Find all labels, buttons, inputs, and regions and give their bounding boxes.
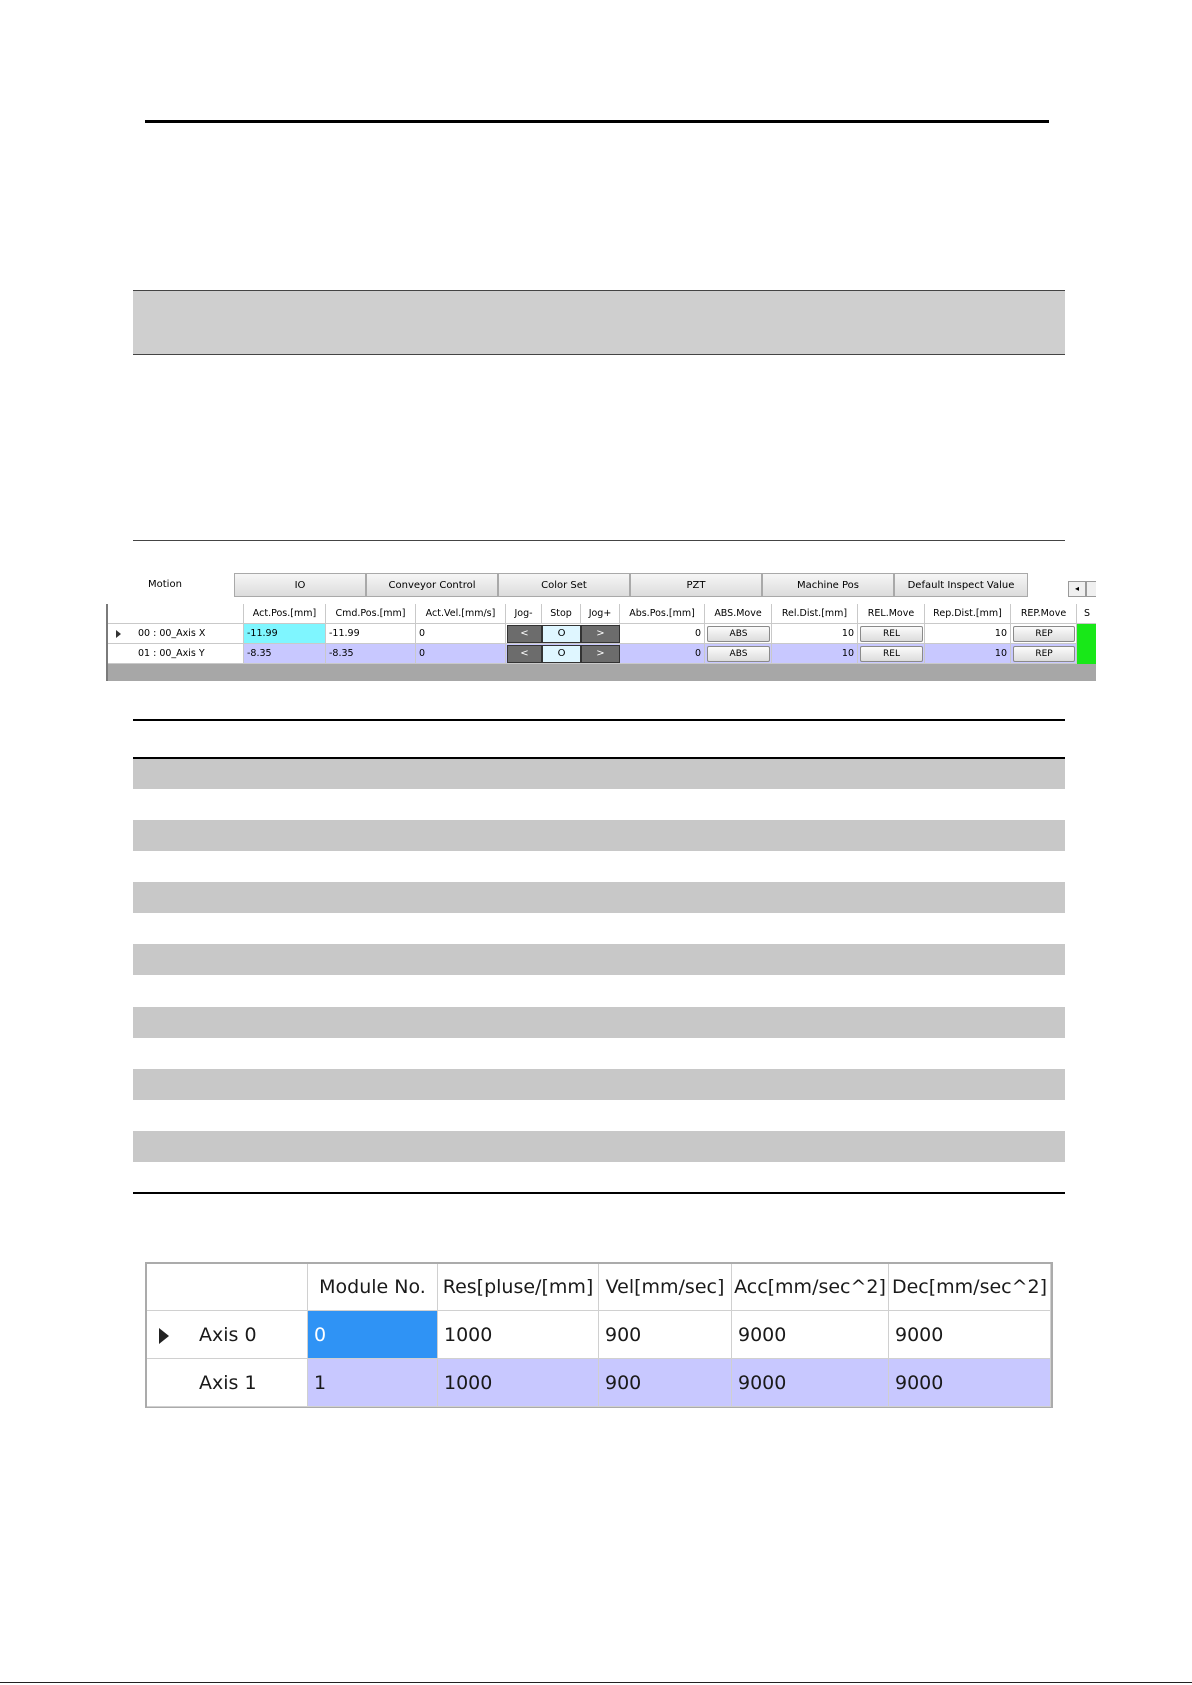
tab-motion[interactable]: Motion (106, 573, 234, 597)
tab-strip (106, 573, 1096, 598)
section-rule-1 (133, 540, 1065, 541)
col-rep-dist: Rep.Dist.[mm] (925, 604, 1011, 624)
axis-1-acc[interactable]: 9000 (732, 1359, 889, 1407)
col-act-pos: Act.Pos.[mm] (244, 604, 326, 624)
col-module-no: Module No. (308, 1264, 438, 1311)
axis-y-act-pos: -8.35 (244, 644, 326, 664)
axis-1-res[interactable]: 1000 (438, 1359, 599, 1407)
axis-settings-table (145, 1262, 1053, 1408)
axis-y-cmd-pos: -8.35 (326, 644, 416, 664)
axis-0-row-header[interactable]: Axis 0 (147, 1311, 308, 1359)
tab-default-inspect-value[interactable]: Default Inspect Value (894, 573, 1028, 597)
col-rel-move: REL.Move (858, 604, 925, 624)
axis-1-module-no[interactable]: 1 (308, 1359, 438, 1407)
axis-x-stop-button[interactable]: O (542, 625, 581, 643)
col-res: Res[pluse/[mm] (438, 1264, 599, 1311)
motion-panel (106, 568, 1096, 681)
table-band-6 (133, 1069, 1065, 1100)
col-act-vel: Act.Vel.[mm/s] (416, 604, 506, 624)
axis-0-vel[interactable]: 900 (599, 1311, 732, 1359)
axis-0-module-no[interactable]: 0 (308, 1311, 438, 1359)
axis-1-row-header[interactable]: Axis 1 (147, 1359, 308, 1407)
col-rep-move: REP.Move (1011, 604, 1077, 624)
axis-y-rel-button[interactable]: REL (860, 646, 923, 662)
axis-x-rel-button[interactable]: REL (860, 626, 923, 642)
axis-1-vel[interactable]: 900 (599, 1359, 732, 1407)
axis-x-act-vel: 0 (416, 624, 506, 644)
header-band-bottom-rule (133, 354, 1065, 355)
axis-x-jog-plus-button[interactable]: > (581, 625, 620, 643)
col-abs-pos: Abs.Pos.[mm] (620, 604, 705, 624)
header-band (133, 291, 1065, 354)
col-abs-move: ABS.Move (705, 604, 772, 624)
axis-0-dec[interactable]: 9000 (889, 1311, 1051, 1359)
table-band-2 (133, 820, 1065, 851)
table-band-1 (133, 759, 1065, 789)
table-band-3 (133, 882, 1065, 913)
tab-scroll-right-icon[interactable] (1086, 581, 1096, 597)
tab-scroll-left-icon[interactable]: ◂ (1068, 581, 1086, 597)
row-selector-icon (116, 630, 121, 638)
col-vel: Vel[mm/sec] (599, 1264, 732, 1311)
axis-y-rep-button[interactable]: REP (1013, 646, 1075, 662)
axis-x-rel-dist-input[interactable]: 10 (772, 624, 858, 644)
axis-x-abs-button[interactable]: ABS (707, 626, 770, 642)
table-top-rule (133, 719, 1065, 721)
col-cmd-pos: Cmd.Pos.[mm] (326, 604, 416, 624)
axis-y-act-vel: 0 (416, 644, 506, 664)
axis-1-dec[interactable]: 9000 (889, 1359, 1051, 1407)
motion-grid (106, 604, 1096, 681)
axis-x-jog-minus-button[interactable]: < (507, 625, 542, 643)
axis-y-jog-plus-button[interactable]: > (581, 645, 620, 663)
col-status: S (1077, 604, 1096, 624)
axis-x-row-header[interactable]: 00 : 00_Axis X (108, 624, 244, 644)
axis-x-abs-pos-input[interactable]: 0 (620, 624, 705, 644)
axis-y-status-indicator (1077, 644, 1096, 664)
axis-y-row-header[interactable]: 01 : 00_Axis Y (108, 644, 244, 664)
col-jog-minus: Jog- (506, 604, 542, 624)
axis-0-res[interactable]: 1000 (438, 1311, 599, 1359)
tab-pzt[interactable]: PZT (630, 573, 762, 597)
table-band-4 (133, 944, 1065, 975)
col-acc: Acc[mm/sec^2] (732, 1264, 889, 1311)
col-jog-plus: Jog+ (581, 604, 620, 624)
axis-y-stop-button[interactable]: O (542, 645, 581, 663)
grid-corner (108, 604, 244, 624)
top-rule (145, 120, 1049, 123)
axis-y-abs-button[interactable]: ABS (707, 646, 770, 662)
col-rel-dist: Rel.Dist.[mm] (772, 604, 858, 624)
axis-row-selector-icon (159, 1328, 169, 1344)
axis-table-corner (147, 1264, 308, 1311)
axis-x-rep-dist-input[interactable]: 10 (925, 624, 1011, 644)
page-bottom-rule (0, 1682, 1192, 1683)
axis-x-rep-button[interactable]: REP (1013, 626, 1075, 642)
tab-color-set[interactable]: Color Set (498, 573, 630, 597)
tab-conveyor-control[interactable]: Conveyor Control (366, 573, 498, 597)
axis-y-rel-dist-input[interactable]: 10 (772, 644, 858, 664)
axis-y-jog-minus-button[interactable]: < (507, 645, 542, 663)
tab-machine-pos[interactable]: Machine Pos (762, 573, 894, 597)
table-band-7 (133, 1131, 1065, 1162)
col-dec: Dec[mm/sec^2] (889, 1264, 1051, 1311)
col-stop: Stop (542, 604, 581, 624)
axis-x-cmd-pos: -11.99 (326, 624, 416, 644)
axis-0-acc[interactable]: 9000 (732, 1311, 889, 1359)
axis-x-status-indicator (1077, 624, 1096, 644)
axis-x-act-pos: -11.99 (244, 624, 326, 644)
table-bottom-rule (133, 1192, 1065, 1194)
axis-y-rep-dist-input[interactable]: 10 (925, 644, 1011, 664)
table-band-5 (133, 1007, 1065, 1038)
tab-io[interactable]: IO (234, 573, 366, 597)
axis-y-abs-pos-input[interactable]: 0 (620, 644, 705, 664)
